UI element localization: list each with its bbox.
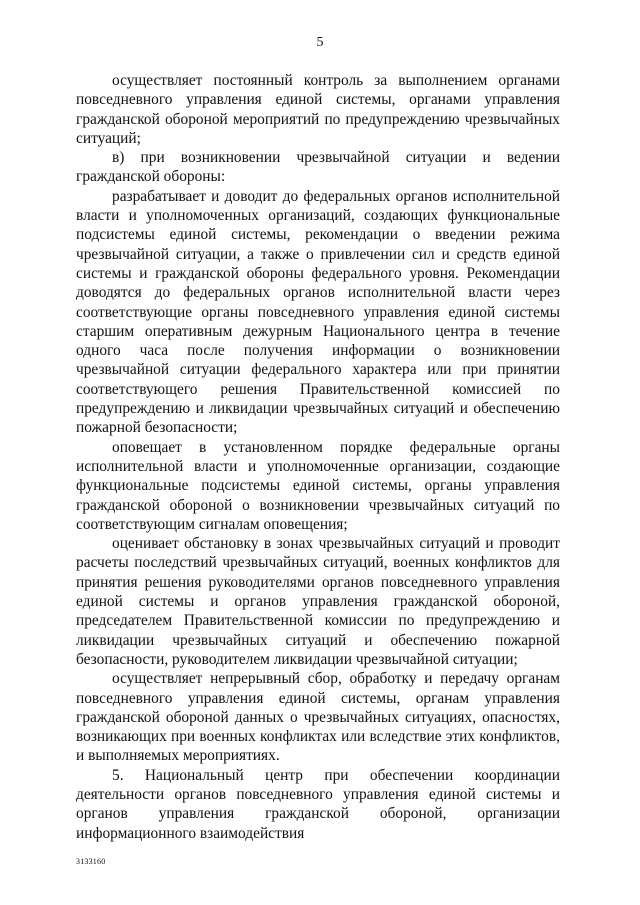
paragraph-notification: оповещает в установленном порядке федеральные органы исполнительной власти и уполномоченные организации, создающие функциональные подсистемы единой системы, органы управления гражданской обороной о возникновении чрезвычайных ситуаций по соответствующим сигналам оповещения; (76, 438, 560, 533)
paragraph-item-v: в) при возникновении чрезвычайной ситуации и ведении гражданской обороны: (76, 149, 560, 186)
document-code: 3133160 (76, 857, 106, 866)
paragraph-section-5: 5. Национальный центр при обеспечении координации деятельности органов повседневного управления единой системы и органов управления гражданской обороной, организации информационного взаимодействия (76, 766, 560, 842)
paragraph-data-collection: осуществляет непрерывный сбор, обработку и передачу органам повседневного управления единой системы, органам управления гражданской обороной данных о чрезвычайных ситуациях, опасностях, возникающих при военных конфликтах или вследствие этих конфликтов, и выполняемых мероприятиях. (76, 670, 560, 765)
paragraph-control: осуществляет постоянный контроль за выполнением органами повседневного управления единой системы, органами управления гражданской обороной мероприятий по предупреждению чрезвычайных ситуаций; (76, 72, 560, 147)
document-body (76, 71, 560, 843)
paragraph-recommendations: разрабатывает и доводит до федеральных органов исполнительной власти и уполномоченных организаций, создающих функциональные подсистемы единой системы, рекомендации о введении режима чрезвычайной ситуации, а также о привлечении сил и средств единой системы и гражданской обороны федерального уровня. Рекомендации доводятся до федеральных органов исполнительной власти через соответствующие органы повседневного управления единой системы старшим оперативным дежурным Национального центра в течение одного часа после получения информации о возникновении чрезвычайной ситуации федерального характера или при принятии соответствующего решения Правительственной комиссией по предупреждению и ликвидации чрезвычайных ситуаций и обеспечению пожарной безопасности; (76, 187, 560, 437)
paragraph-assessment: оценивает обстановку в зонах чрезвычайных ситуаций и проводит расчеты последствий чрезвычайных ситуаций, военных конфликтов для принятия решения руководителями органов повседневного управления единой системы и органов управления гражданской обороной, председателем Правительственной комиссии по предупреждению и ликвидации чрезвычайных ситуаций и обеспечению пожарной безопасности, руководителем ликвидации чрезвычайной ситуации; (76, 535, 560, 668)
page-number: 5 (316, 35, 324, 50)
